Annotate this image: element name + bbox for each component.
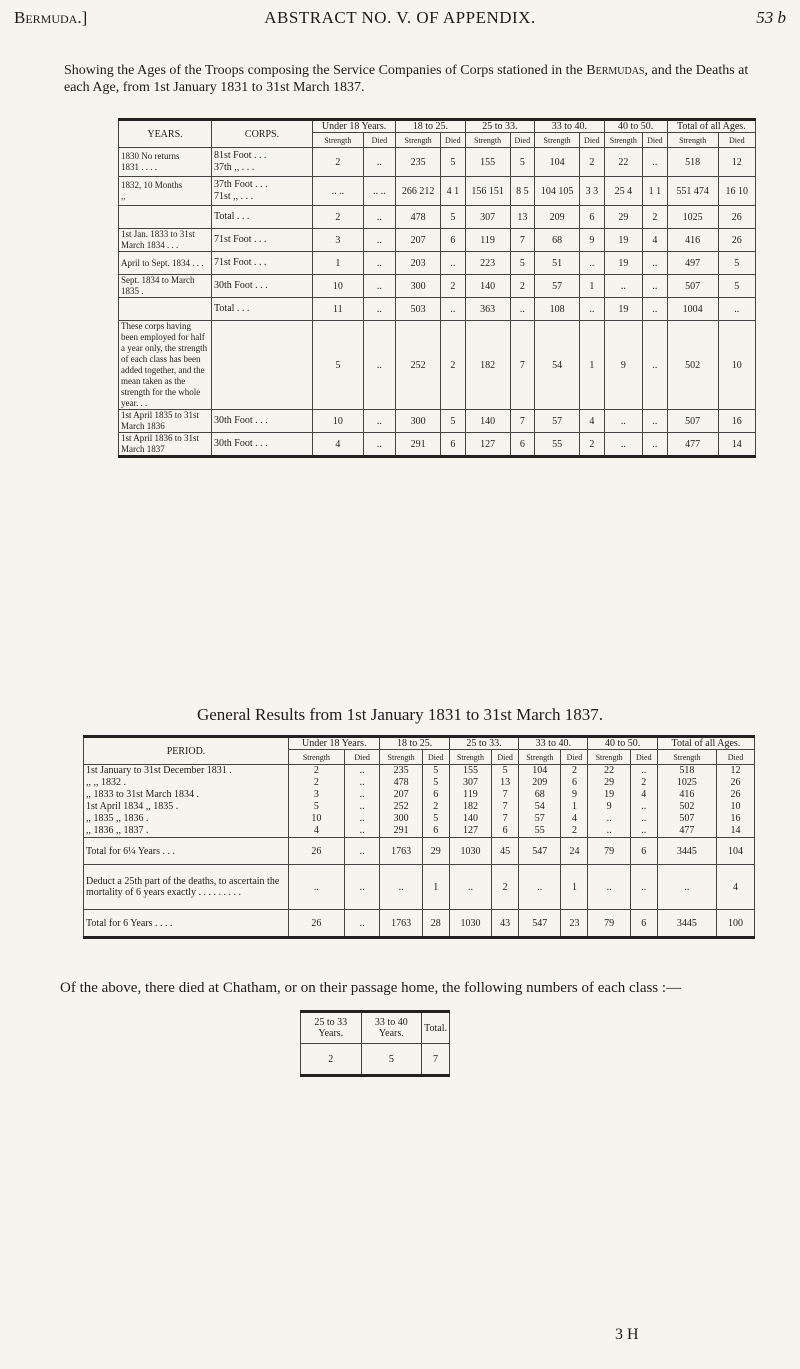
table-row: Total . . . 11 .. 503 .. 363 .. 108 .. 19 .. 1004 ..: [119, 298, 756, 321]
period-label: 1st January to 31st December 1831 .: [86, 765, 232, 776]
table-row: 1st April 1836 to 31st March 1837 30th Foot . . . 4 .. 291 6 127 6 55 2 .. .. 477 14: [119, 433, 756, 457]
table-row: 1st Jan. 1833 to 31st March 1834 . . . 71st Foot . . . 3 .. 207 6 119 7 68 9 19 4 416 26: [119, 229, 756, 252]
period-label: ,, 1833 to 31st March 1834 .: [86, 789, 200, 800]
period-label: ,, 1836 ,, 1837 .: [86, 825, 149, 836]
ages-table: YEARS. CORPS. Under 18 Years. 18 to 25. 25 to 33. 33 to 40. 40 to 50. Total of all Ages. Strength Died Strength Died Strength Died Strength Died Strength Died Strength Died 1830 No returns 1831 . . . . 81st Foot . . . 37th ,, . . . 2 .. 235 5 155 5 104 2 22 .. 518 12 1832, 10 Months ,, 37th Foot . . . 71st ,, . . . .. .. .. .. 266 212 4 1 156 151 8 5 104 105 3 3 25 4 1 1 551 474 16 10 Total . . . 2 .. 478 5 307 13 209 6 29 2 1025 26 1st Jan. 1833 to 31st March 1834 . . . 71st Foot . . . 3 .. 207 6 119 7 68 9 19 4 416 26 April to Sept. 1834 . . . 71st Foot . . . 1 .. 203 .. 223 5 51 .. 19 .. 497 5 Sept. 1834 to March 1835 . 30th Foot . . . 10 .. 300 2 140 2 57 1 .. .. 507 5 Total . . . 11 .. 503 .. 363 .. 108 .. 19 .. 1004 .. These corps having been employed for half a year only, the strength of each class has been added together, and the mean taken as the strength for the whole year. . . 5 .. 252 2 182 7 54 1 9 .. 502 10 1st April 1835 to 31st March 1836 30th Foot . . . 10 .. 300 5 140 7 57 4 .. .. 507 16 1st April 1836 to 31st March 1837 30th Foot . . . 4 .. 291 6 127 6 55 2 .. .. 477 14: [118, 118, 756, 458]
header-page: 53 b: [756, 8, 786, 27]
deduct-row: Deduct a 25th part of the deaths, to ascertain the mortality of 6 years exactly . . . . . . . . . .. .. .. 1 .. 2 .. 1 .. .. .. 4: [84, 865, 755, 910]
table-row: These corps having been employed for half a year only, the strength of each class has been added together, and the mean taken as the strength for the whole year. . . 5 .. 252 2 182 7 54 1 9 .. 502 10: [119, 321, 756, 410]
table-row: 1st April 1835 to 31st March 1836 30th Foot . . . 10 .. 300 5 140 7 57 4 .. .. 507 16: [119, 410, 756, 433]
table-row: April to Sept. 1834 . . . 71st Foot . . . 1 .. 203 .. 223 5 51 .. 19 .. 497 5: [119, 252, 756, 275]
final-row: Total for 6 Years . . . . 26 .. 1763 28 1030 43 547 23 79 6 3445 100: [84, 910, 755, 938]
period-label: 1st April 1834 ,, 1835 .: [86, 801, 179, 812]
header-left: Bermuda.]: [14, 8, 88, 27]
general-results-table: PERIOD. Under 18 Years. 18 to 25. 25 to 33. 33 to 40. 40 to 50. Total of all Ages. Strength Died Strength Died Strength Died Strength Died Strength Died Strength Died 1st January to 31st December 1831 . ,, ,, 1832 . ,, 1833 to 31st March 1834 . 1st April 1834 ,, 1835 . ,, 1835 ,, 1836 . ,, 1836 ,, 1837 . 2 2 3 5 10 4 .. .. .. .. .. .. 235 478 207 252 300 291 5 5 6 2 5 6 155 307 119 182 140 127 5 13 7 7 7 6 104 209 68 54 57 55 2 6 9 1 4 2 22 29 19 9 .. .. .. 2 4 .. .. .. 518 1025 416 502 507 477 12 26 26 10 16 14 Total for 6¼ Years . . . 26 .. 1763 29 1030 45 547 24 79 6 3445 104 Deduct a 25th part of the deaths, to ascertain the mortality of 6 years exactly . . . . . . . . . .. .. .. 1 .. 2 .. 1 .. .. .. 4 Total for 6 Years . . . . 26 .. 1763 28 1030 43 547 23 79 6 3445 100: [83, 735, 755, 939]
general-results-body: [84, 765, 755, 938]
table-row: 1832, 10 Months ,, 37th Foot . . . 71st ,, . . . .. .. .. .. 266 212 4 1 156 151 8 5 104 105 3 3 25 4 1 1 551 474 16 10: [119, 177, 756, 206]
table-row: Sept. 1834 to March 1835 . 30th Foot . . . 10 .. 300 2 140 2 57 1 .. .. 507 5: [119, 275, 756, 298]
table-row: 1830 No returns 1831 . . . . 81st Foot . . . 37th ,, . . . 2 .. 235 5 155 5 104 2 22 .. 518 12: [119, 148, 756, 177]
running-header: [14, 8, 786, 34]
ages-table-body: [119, 148, 756, 457]
page-signature: 3 H: [615, 1326, 639, 1343]
period-label: ,, 1835 ,, 1836 .: [86, 813, 149, 824]
period-label: ,, ,, 1832 .: [86, 777, 126, 788]
table-row: Total . . . 2 .. 478 5 307 13 209 6 29 2 1025 26: [119, 206, 756, 229]
total-row: Total for 6¼ Years . . . 26 .. 1763 29 1030 45 547 24 79 6 3445 104: [84, 838, 755, 865]
header-title: ABSTRACT NO. V. OF APPENDIX.: [264, 8, 536, 27]
chatham-caption: Of the above, there died at Chatham, or on their passage home, the following numbers of each class :—: [60, 980, 682, 996]
period-block: 1st January to 31st December 1831 . ,, ,, 1832 . ,, 1833 to 31st March 1834 . 1st April 1834 ,, 1835 . ,, 1835 ,, 1836 . ,, 1836 ,, 1837 . 2 2 3 5 10 4 .. .. .. .. .. .. 235 478 207 252 300 291 5 5 6 2 5 6 155 307 119 182 140 127 5 13 7 7 7 6 104 209 68 54 57 55 2 6 9 1 4 2 22 29 19 9 .. .. .. 2 4 .. .. .. 518 1025 416 502 507 477 12 26 26 10 16 14: [84, 765, 755, 838]
chatham-table: 25 to 33 Years. 33 to 40 Years. Total. 2 5 7: [300, 1010, 450, 1077]
general-results-title: General Results from 1st January 1831 to 31st March 1837.: [196, 705, 604, 724]
caption-bermudas: Showing the Ages of the Troops composing the Service Companies of Corps stationed in the Bermudas, and the Deaths at each Age, from 1st January 1831 to 31st March 1837.: [64, 63, 749, 95]
